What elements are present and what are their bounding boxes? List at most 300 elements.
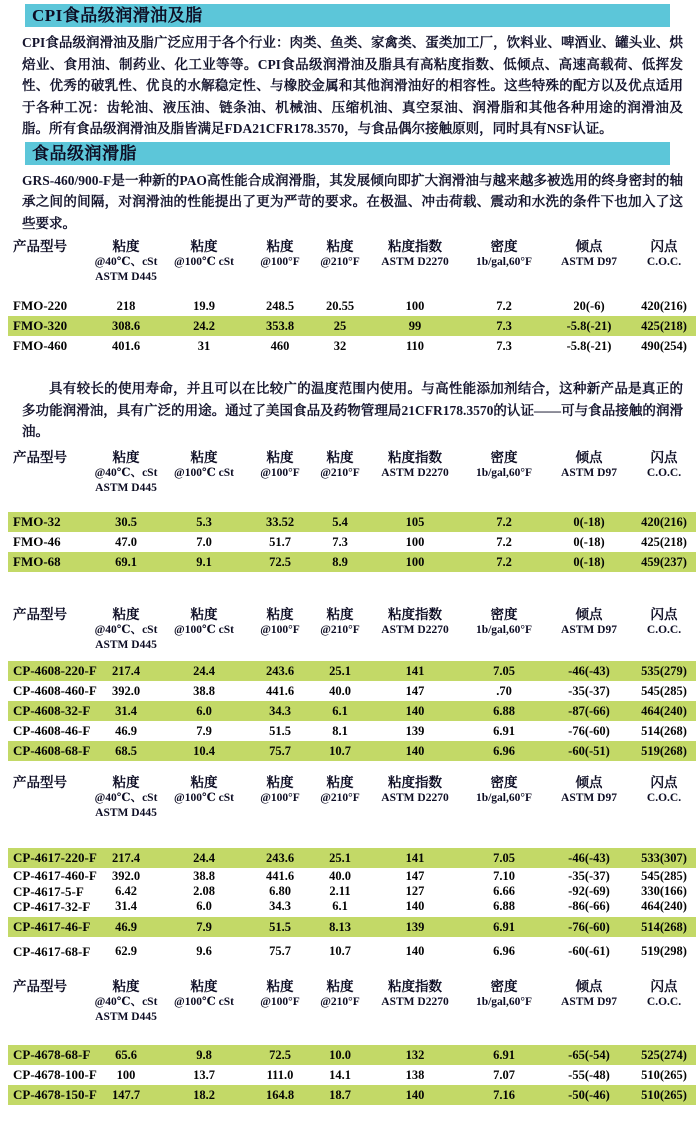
value-cell: -5.8(-21) [566,339,612,353]
value-cell: 38.8 [193,868,215,883]
value-cell: 6.88 [493,703,515,718]
table-row [8,701,696,721]
value-cell: 100 [405,554,425,569]
value-cell: 510(265) [641,1087,687,1102]
column-header-product: 产品型号 [13,449,67,465]
value-cell: 31.4 [115,898,137,913]
value-cell: 5.4 [332,514,348,529]
value-cell: -65(-54) [568,1047,610,1062]
column-header-line2: C.O.C. [646,995,682,1008]
value-cell: 2.08 [193,883,215,898]
column-header-line2: @210°F [320,995,360,1008]
value-cell: 441.6 [265,683,295,698]
column-header-line2: @40℃、cSt [94,623,158,636]
value-cell: 72.5 [269,1047,291,1062]
column-header [462,774,546,821]
value-cell: 519(298) [641,943,687,958]
value-cell: 545(285) [641,868,687,883]
value-cell: 33.52 [265,514,295,529]
value-cell: 425(218) [641,319,687,333]
value-cell: 132 [405,1047,425,1062]
value-cell: 51.5 [269,919,291,934]
column-header [160,238,248,285]
value-cell: 24.2 [193,319,215,333]
value-cell: 330(166) [641,883,687,898]
column-header-line2: C.O.C. [646,466,682,479]
product-model-cell: CP-4617-460-F [13,867,97,883]
value-cell: 147 [405,683,425,698]
value-cell: 420(216) [641,299,687,313]
table-header-row [8,978,696,1025]
column-header-line1: 粘度 [266,606,294,622]
value-cell: 7.10 [493,868,515,883]
value-cell: 490(254) [641,339,687,353]
column-header-line1: 闪点 [650,774,678,790]
column-header-line2: @100°F [260,256,300,268]
column-header [160,978,248,1025]
column-header [368,606,462,653]
value-cell: 10.7 [329,743,351,758]
value-cell: 7.07 [493,1067,515,1082]
value-cell: 72.5 [269,554,291,569]
value-cell: 7.2 [496,554,512,569]
column-header-line1: 倾点 [575,239,603,254]
value-cell: 31 [197,339,211,353]
column-header-line2: @100°F [260,995,300,1008]
value-cell: 248.5 [265,299,295,313]
column-header [248,449,312,496]
column-header [632,606,696,653]
column-header [312,449,368,496]
column-header [248,978,312,1025]
table-header-row [8,606,696,653]
value-cell: 8.13 [329,919,351,934]
column-header-line2: ASTM D2270 [381,623,449,636]
column-header-line2: ASTM D97 [561,791,617,804]
value-cell: 7.05 [493,850,515,865]
value-cell: 51.5 [269,723,291,738]
column-header-line1: 闪点 [650,239,678,254]
table-rows [8,848,696,960]
column-header [312,774,368,821]
value-cell: 18.7 [329,1087,351,1102]
value-cell: 100 [405,534,425,549]
column-header-line1: 粘度 [326,978,354,994]
column-header-line2: @100℃ cSt [174,623,234,636]
value-cell: 51.7 [269,534,291,549]
value-cell: 9.8 [196,1047,212,1062]
table-row [8,943,696,960]
value-cell: 14.1 [329,1067,351,1082]
value-cell: 243.6 [265,663,295,678]
column-header [632,774,696,821]
column-header-line2: @40℃、cSt [94,791,158,804]
value-cell: 9.6 [196,943,212,958]
column-header-line2: C.O.C. [646,256,682,268]
value-cell: 32 [333,339,347,353]
value-cell: 62.9 [115,943,137,958]
value-cell: 31.4 [115,703,137,718]
column-header [546,449,632,496]
column-header-line2: ASTM D97 [561,466,617,479]
value-cell: 6.96 [493,743,515,758]
table-row [8,741,696,761]
value-cell: 441.6 [265,868,295,883]
value-cell: 460 [270,339,290,353]
column-header [546,774,632,821]
section-title-grease: 食品级润滑脂 [32,143,137,163]
value-cell: 353.8 [265,319,295,333]
value-cell: 10.7 [329,943,351,958]
column-header-line1: 闪点 [650,978,678,994]
value-cell: 8.9 [332,554,348,569]
column-header-line2: ASTM D2270 [381,791,449,804]
column-header-line1: 粘度指数 [388,239,442,254]
value-cell: 514(268) [641,723,687,738]
column-header-line3: ASTM D445 [95,806,157,819]
product-model-cell: CP-4617-5-F [13,883,84,899]
value-cell: 25.1 [329,663,351,678]
column-header-line1: 粘度 [112,978,140,994]
value-cell: 46.9 [115,723,137,738]
value-cell: 6.80 [269,883,291,898]
column-header [632,978,696,1025]
table-row [8,721,696,741]
table-row [8,512,696,532]
value-cell: 19.9 [193,299,215,313]
column-header-line1: 粘度指数 [388,449,442,465]
value-cell: 243.6 [265,850,295,865]
column-header-line1: 倾点 [575,606,603,622]
product-model-cell: CP-4608-32-F [13,702,91,718]
column-header-line2: ASTM D2270 [381,256,449,268]
column-header [462,978,546,1025]
column-header [632,238,696,285]
column-header-line1: 粘度 [112,774,140,790]
value-cell: 525(274) [641,1047,687,1062]
value-cell: 24.4 [193,850,215,865]
table-row [8,681,696,701]
column-header-line1: 密度 [490,774,518,790]
value-cell: -46(-43) [568,850,610,865]
table-row [8,868,696,884]
column-header-line1: 闪点 [650,449,678,465]
column-header-product: 产品型号 [13,774,67,790]
column-header [462,449,546,496]
column-header-line1: 粘度 [266,449,294,465]
column-header-line3: ASTM D445 [95,1010,157,1023]
value-cell: -76(-60) [568,919,610,934]
column-header-line2: ASTM D97 [561,256,617,268]
value-cell: 147.7 [111,1087,141,1102]
value-cell: 10.4 [193,743,215,758]
value-cell: 5.3 [196,514,212,529]
column-header-line1: 粘度 [326,774,354,790]
table-row [8,552,696,572]
column-header-line1: 粘度 [266,978,294,994]
column-header-line1: 粘度指数 [388,978,442,994]
table-row [8,1065,696,1085]
value-cell: 7.16 [493,1087,515,1102]
column-header-line1: 粘度 [112,606,140,622]
value-cell: -35(-37) [568,683,610,698]
value-cell: 99 [408,319,422,333]
product-model-cell: CP-4608-460-F [13,682,97,698]
product-model-cell: FMO-320 [13,318,68,333]
value-cell: 533(307) [641,850,687,865]
value-cell: -60(-51) [568,743,610,758]
column-header-line2: @100°F [260,623,300,636]
value-cell: 218 [116,299,136,313]
column-header [312,238,368,285]
value-cell: 40.0 [329,683,351,698]
value-cell: 2.11 [329,883,351,898]
section-header-oils [25,4,670,27]
value-cell: 34.3 [269,703,291,718]
value-cell: 392.0 [111,683,141,698]
column-header-line1: 倾点 [575,978,603,994]
table-row [8,1085,696,1105]
column-header-product: 产品型号 [13,606,67,622]
product-model-cell: FMO-32 [13,513,61,529]
column-header [546,606,632,653]
grease-paragraph: GRS-460/900-F是一种新的PAO高性能合成润滑脂，其发展倾向即扩大润滑油与越来越多被选用的终身密封的轴承之间的间隔，对润滑油的性能提出了更为严苛的要求。在极温、冲击荷载、震动和水洗的条件下也加入了这些要求。 [22,172,683,231]
value-cell: 38.8 [193,683,215,698]
value-cell: 519(268) [641,743,687,758]
value-cell: -92(-69) [568,883,610,898]
column-header [248,238,312,285]
value-cell: 401.6 [111,339,141,353]
column-header-line1: 粘度 [326,606,354,622]
column-header-line1: 粘度 [190,606,218,622]
column-header-line1: 粘度 [326,239,354,254]
value-cell: 7.9 [196,723,212,738]
value-cell: 7.9 [196,919,212,934]
column-header-line2: @100℃ cSt [174,256,234,268]
value-cell: 25.1 [329,850,351,865]
value-cell: 459(237) [641,554,687,569]
product-model-cell: CP-4617-46-F [13,918,91,934]
table-row [8,296,696,316]
table-rows [8,661,696,761]
value-cell: -46(-43) [568,663,610,678]
column-header [248,606,312,653]
column-header-line2: @100°F [260,466,300,479]
column-header-line1: 粘度 [266,239,294,254]
value-cell: 8.1 [332,723,348,738]
table-row [8,316,696,336]
value-cell: 6.91 [493,919,515,934]
value-cell: 100 [405,299,425,313]
product-model-cell: CP-4608-68-F [13,742,91,758]
column-header [312,978,368,1025]
value-cell: 140 [405,943,425,958]
column-header-line1: 粘度 [190,449,218,465]
value-cell: 308.6 [111,319,141,333]
product-table-fmo-heavy [8,238,696,356]
column-header-line1: 倾点 [575,449,603,465]
value-cell: 7.2 [496,514,512,529]
product-model-cell: FMO-68 [13,553,61,569]
table-rows [8,296,696,356]
column-header-line1: 闪点 [650,606,678,622]
value-cell: 535(279) [641,663,687,678]
table-row [8,917,696,937]
column-header [462,606,546,653]
product-table-cp4617 [8,774,696,960]
column-header-line2: @210°F [320,256,360,268]
value-cell: 6.91 [493,723,515,738]
value-cell: 6.66 [493,883,515,898]
value-cell: 464(240) [641,703,687,718]
column-header [368,238,462,285]
value-cell: 9.1 [196,554,212,569]
value-cell: 164.8 [265,1087,295,1102]
product-model-cell: FMO-220 [13,298,68,313]
value-cell: 510(265) [641,1067,687,1082]
value-cell: -50(-46) [568,1087,610,1102]
value-cell: 464(240) [641,898,687,913]
column-header-line2: ASTM D2270 [381,466,449,479]
value-cell: 0(-18) [573,514,605,529]
column-header-line2: @40℃、cSt [94,466,158,479]
column-header [462,238,546,285]
column-header-line3: ASTM D445 [95,638,157,651]
value-cell: -5.8(-21) [566,319,612,333]
column-header-product: 产品型号 [13,978,67,994]
column-header-line2: @100℃ cSt [174,791,234,804]
column-header [92,238,160,285]
column-header-line3: ASTM D445 [95,481,157,494]
table-header-row [8,449,696,496]
column-header [546,238,632,285]
value-cell: 20(-6) [573,299,605,313]
value-cell: 10.0 [329,1047,351,1062]
column-header [248,774,312,821]
product-table-cp4608 [8,606,696,761]
product-model-cell: CP-4678-68-F [13,1046,91,1062]
column-header-line1: 粘度 [266,774,294,790]
value-cell: 140 [405,743,425,758]
table-row [8,884,696,899]
value-cell: 217.4 [111,663,141,678]
value-cell: 6.0 [196,703,212,718]
column-header-line2: @210°F [320,623,360,636]
table-row [8,336,696,356]
column-header-line2: 1b/gal,60°F [475,791,533,804]
column-header-product: 产品型号 [13,239,67,254]
column-header-line1: 粘度 [326,449,354,465]
section-title-oils: CPI食品级润滑油及脂 [32,6,203,25]
value-cell: 24.4 [193,663,215,678]
column-header [368,449,462,496]
value-cell: 127 [405,883,425,898]
column-header-line3: ASTM D445 [95,271,157,283]
value-cell: 0(-18) [573,534,605,549]
column-header-line2: @210°F [320,791,360,804]
value-cell: 7.3 [496,319,512,333]
value-cell: 75.7 [269,743,291,758]
value-cell: 105 [405,514,425,529]
value-cell: 545(285) [641,683,687,698]
value-cell: 147 [405,868,425,883]
product-model-cell: CP-4617-68-F [13,943,91,959]
table-row [8,532,696,552]
section-header-grease [25,142,670,165]
column-header-line2: @40℃、cSt [94,256,158,268]
value-cell: 110 [405,339,425,353]
column-header-line2: C.O.C. [646,791,682,804]
column-header-line1: 倾点 [575,774,603,790]
column-header-line2: 1b/gal,60°F [475,995,533,1008]
value-cell: -60(-61) [568,943,610,958]
intro-paragraph: CPI食品级润滑油及脂广泛应用于各个行业：肉类、鱼类、家禽类、蛋类加工厂，饮料业、啤酒业、罐头业、烘焙业、食用油、制药业、化工业等等。CPI食品级润滑油及脂具有高粘度指数、低倾点、高速高载荷、低挥发性、优秀的破乳性、优良的水解稳定性、与橡胶金属和其他润滑油好的相容性。这些特殊的配方以及优点适用于各种工况：齿轮油、液压油、链条油、机械油、压缩机油、真空泵油、润滑脂和其他各种用途的润滑油及脂。所有食品级润滑油及脂皆满足FDA21CFR178.3570，与食品偶尔接触原则，同时具有NSF认证。 [22,35,683,136]
value-cell: 140 [405,1087,425,1102]
column-header-line1: 密度 [490,239,518,254]
column-header-line1: 密度 [490,449,518,465]
product-model-cell: FMO-460 [13,338,68,353]
table-header-row [8,238,696,285]
product-model-cell: CP-4608-220-F [13,662,97,678]
value-cell: 425(218) [641,534,687,549]
value-cell: 140 [405,703,425,718]
value-cell: 7.05 [493,663,515,678]
column-header-line2: @100℃ cSt [174,466,234,479]
column-header-line1: 密度 [490,606,518,622]
value-cell: 30.5 [115,514,137,529]
value-cell: 111.0 [266,1067,294,1082]
value-cell: .70 [496,683,512,698]
value-cell: -76(-60) [568,723,610,738]
value-cell: 18.2 [193,1087,215,1102]
value-cell: 7.3 [496,339,512,353]
column-header-line2: 1b/gal,60°F [475,466,533,479]
value-cell: 40.0 [329,868,351,883]
column-header-line1: 粘度 [190,978,218,994]
value-cell: 69.1 [115,554,137,569]
value-cell: 420(216) [641,514,687,529]
column-header [368,978,462,1025]
column-header-line1: 密度 [490,978,518,994]
value-cell: 75.7 [269,943,291,958]
product-model-cell: FMO-46 [13,533,61,549]
product-table-fmo-light [8,449,696,572]
value-cell: 25 [333,319,347,333]
value-cell: 7.2 [496,299,512,313]
value-cell: 514(268) [641,919,687,934]
value-cell: 47.0 [115,534,137,549]
value-cell: 6.96 [493,943,515,958]
column-header [312,606,368,653]
value-cell: 65.6 [115,1047,137,1062]
value-cell: 46.9 [115,919,137,934]
value-cell: -87(-66) [568,703,610,718]
table-row [8,661,696,681]
value-cell: 6.42 [115,883,137,898]
column-header [368,774,462,821]
column-header-line2: ASTM D2270 [381,995,449,1008]
table-rows [8,1045,696,1105]
column-header-line2: ASTM D97 [561,995,617,1008]
column-header-line2: 1b/gal,60°F [475,623,533,636]
value-cell: 100 [116,1067,136,1082]
column-header [92,606,160,653]
product-model-cell: CP-4678-150-F [13,1086,97,1102]
value-cell: 139 [405,723,425,738]
value-cell: 392.0 [111,868,141,883]
value-cell: -35(-37) [568,868,610,883]
column-header-line2: @40℃、cSt [94,995,158,1008]
